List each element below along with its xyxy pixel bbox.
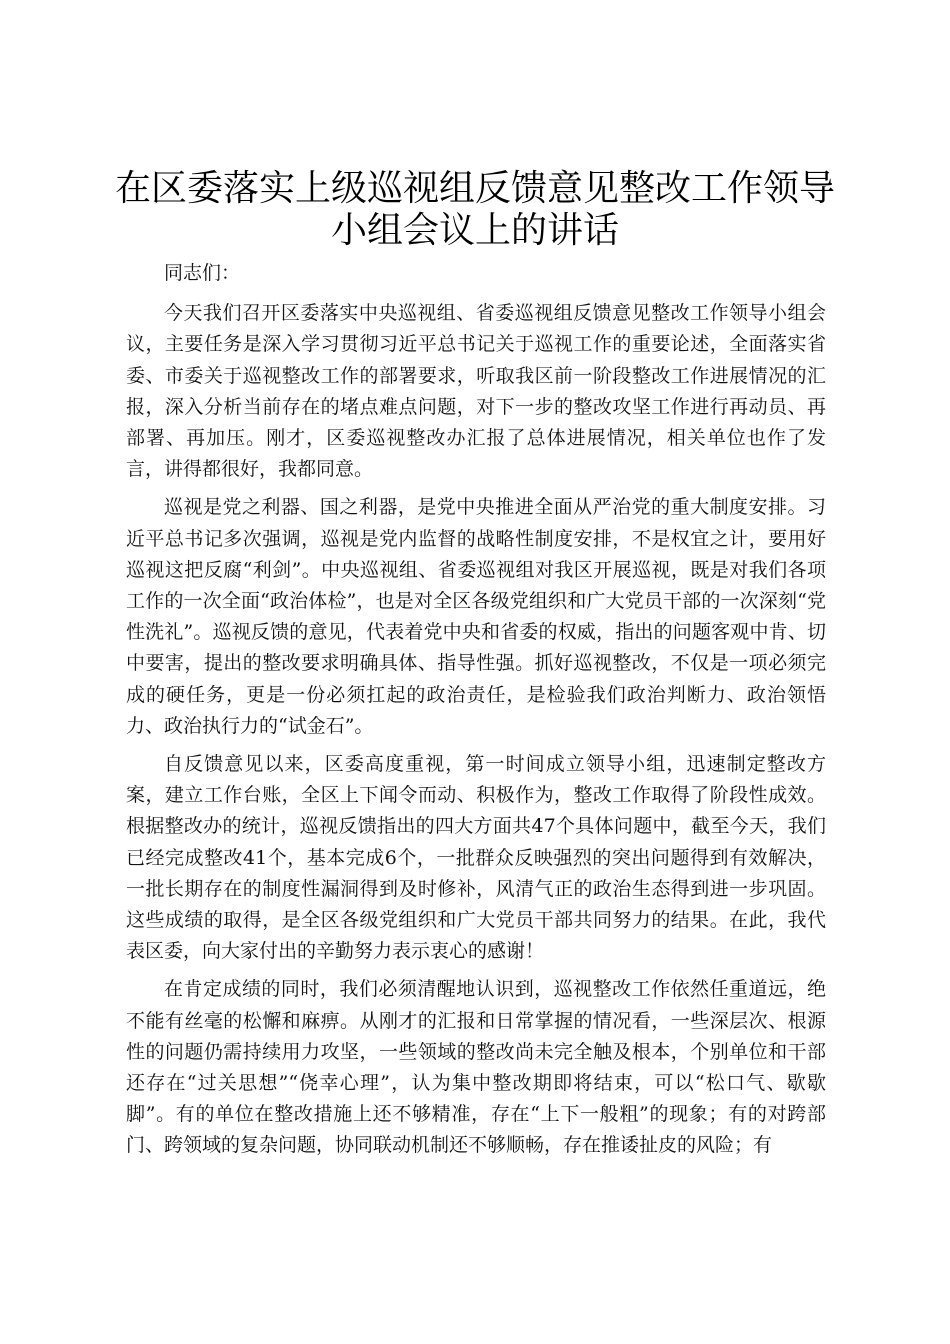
paragraph-4: 在肯定成绩的同时，我们必须清醒地认识到，巡视整改工作依然任重道远，绝不能有丝毫的松懈和麻痹。从刚才的汇报和日常掌握的情况看，一些深层次、根源性的问题仍需持续用力攻坚，一些领域的整改尚未完全触及根本，个别单位和干部还存在“过关思想”“侥幸心理”，认为集中整改期即将结束，可以“松口气、歇歇脚”。有的单位在整改措施上还不够精准，存在“上下一般粗”的现象；有的对跨部门、跨领域的复杂问题，协同联动机制还不够顺畅，存在推诿扯皮的风险；有 — [126, 978, 826, 1157]
document-title: 在区委落实上级巡视组反馈意见整改工作领导小组会议上的讲话 — [114, 168, 835, 251]
paragraph-1: 今天我们召开区委落实中央巡视组、省委巡视组反馈意见整改工作领导小组会议，主要任务是深入学习贯彻习近平总书记关于巡视工作的重要论述，全面落实省委、市委关于巡视整改工作的部署要求，听取我区前一阶段整改工作进展情况的汇报，深入分析当前存在的堵点难点问题，对下一步的整改攻坚工作进行再动员、再部署、再加压。刚才，区委巡视整改办汇报了总体进展情况，相关单位也作了发言，讲得都很好，我都同意。 — [126, 302, 826, 481]
paragraph-2: 巡视是党之利器、国之利器，是党中央推进全面从严治党的重大制度安排。习近平总书记多次强调，巡视是党内监督的战略性制度安排，不是权宜之计，要用好巡视这把反腐“利剑”。中央巡视组、省委巡视组对我区开展巡视，既是对我们各项工作的一次全面“政治体检”，也是对全区各级党组织和广大党员干部的一次深刻“党性洗礼”。巡视反馈的意见，代表着党中央和省委的权威，指出的问题客观中肯、切中要害，提出的整改要求明确具体、指导性强。抓好巡视整改，不仅是一项必须完成的硬任务，更是一份必须扛起的政治责任，是检验我们政治判断力、政治领悟力、政治执行力的“试金石”。 — [126, 496, 826, 737]
paragraph-3: 自反馈意见以来，区委高度重视，第一时间成立领导小组，迅速制定整改方案，建立工作台账，全区上下闻令而动、积极作为，整改工作取得了阶段性成效。根据整改办的统计，巡视反馈指出的四大方面共47个具体问题中，截至今天，我们已经完成整改41个，基本完成6个，一批群众反映强烈的突出问题得到有效解决，一批长期存在的制度性漏洞得到及时修补，风清气正的政治生态得到进一步巩固。这些成绩的取得，是全区各级党组织和广大党员干部共同努力的结果。在此，我代表区委，向大家付出的辛勤努力表示衷心的感谢！ — [126, 753, 826, 963]
document-body — [126, 258, 826, 1169]
salutation: 同志们： — [164, 262, 241, 284]
